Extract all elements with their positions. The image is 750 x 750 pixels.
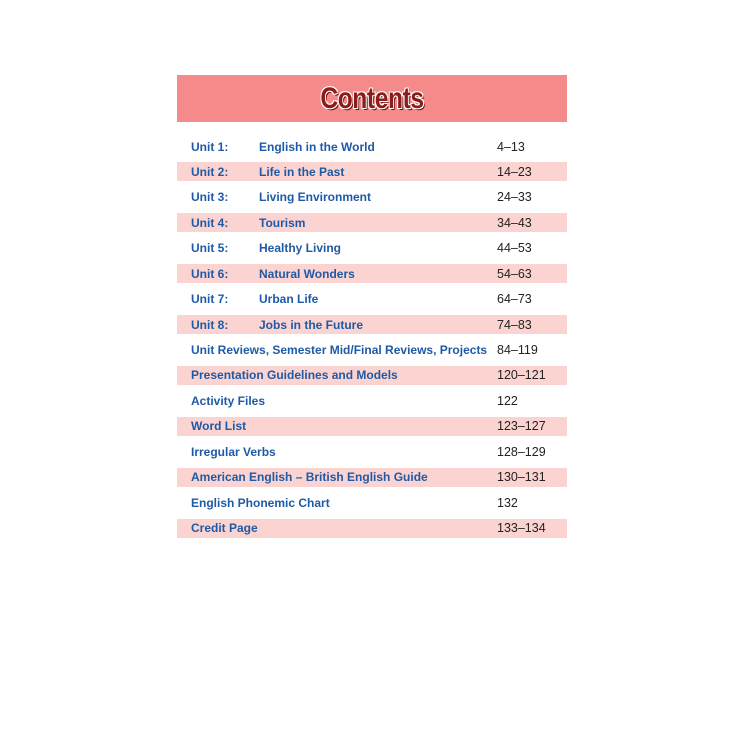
- page-range: 74–83: [497, 317, 532, 332]
- unit-title: Living Environment: [259, 190, 372, 205]
- toc-row-unit-2[interactable]: [177, 162, 567, 181]
- contents-list: [177, 137, 567, 538]
- page-range: 54–63: [497, 266, 532, 281]
- page-range: 122: [497, 393, 518, 408]
- unit-title: Natural Wonders: [259, 266, 355, 281]
- unit-number: Unit 3:: [191, 190, 229, 205]
- page-range: 44–53: [497, 241, 532, 256]
- unit-number: Unit 7:: [191, 292, 229, 307]
- page-range: 123–127: [497, 419, 546, 434]
- unit-title: Urban Life: [259, 292, 319, 307]
- table-of-contents: [177, 75, 567, 544]
- toc-row-activity-files[interactable]: [177, 391, 567, 410]
- unit-title: Tourism: [259, 215, 306, 230]
- unit-title: Life in the Past: [259, 164, 345, 179]
- toc-row-unit-6[interactable]: [177, 264, 567, 283]
- unit-number: Unit 1:: [191, 139, 229, 154]
- section-title: Presentation Guidelines and Models: [191, 368, 398, 383]
- unit-number: Unit 5:: [191, 241, 229, 256]
- toc-row-presentation[interactable]: [177, 366, 567, 385]
- page-range: 128–129: [497, 444, 546, 459]
- page-range: 14–23: [497, 164, 532, 179]
- section-title: Credit Page: [191, 521, 258, 536]
- unit-number: Unit 4:: [191, 215, 229, 230]
- toc-row-unit-5[interactable]: [177, 239, 567, 258]
- unit-number: Unit 2:: [191, 164, 229, 179]
- toc-row-irregular-verbs[interactable]: [177, 442, 567, 461]
- section-title: Activity Files: [191, 393, 266, 408]
- page-range: 64–73: [497, 292, 532, 307]
- section-title: Unit Reviews, Semester Mid/Final Reviews, Projects: [191, 343, 488, 357]
- page-range: 84–119: [497, 343, 538, 357]
- toc-row-credit-page[interactable]: [177, 519, 567, 538]
- toc-row-am-br-guide[interactable]: [177, 468, 567, 487]
- toc-row-reviews[interactable]: [177, 341, 567, 360]
- page-title: Contents: [320, 81, 424, 115]
- page-range: 34–43: [497, 215, 532, 230]
- unit-number: Unit 6:: [191, 266, 229, 281]
- toc-row-unit-3[interactable]: [177, 188, 567, 207]
- page-range: 132: [497, 495, 518, 510]
- section-title: Irregular Verbs: [191, 444, 276, 459]
- section-title: English Phonemic Chart: [191, 495, 330, 510]
- page-range: 4–13: [497, 139, 525, 154]
- contents-header: [177, 75, 567, 122]
- unit-title: English in the World: [259, 139, 375, 154]
- unit-number: Unit 8:: [191, 317, 229, 332]
- toc-row-word-list[interactable]: [177, 417, 567, 436]
- toc-row-phonemic-chart[interactable]: [177, 493, 567, 512]
- toc-row-unit-7[interactable]: [177, 290, 567, 309]
- unit-title: Healthy Living: [259, 241, 342, 256]
- page-range: 130–131: [497, 470, 546, 485]
- toc-row-unit-1[interactable]: [177, 137, 567, 156]
- page-range: 133–134: [497, 521, 546, 536]
- page-range: 24–33: [497, 190, 532, 205]
- page-range: 120–121: [497, 368, 546, 383]
- toc-row-unit-8[interactable]: [177, 315, 567, 334]
- unit-title: Jobs in the Future: [259, 317, 364, 332]
- section-title: Word List: [191, 419, 247, 434]
- toc-row-unit-4[interactable]: [177, 213, 567, 232]
- section-title: American English – British English Guide: [191, 470, 428, 485]
